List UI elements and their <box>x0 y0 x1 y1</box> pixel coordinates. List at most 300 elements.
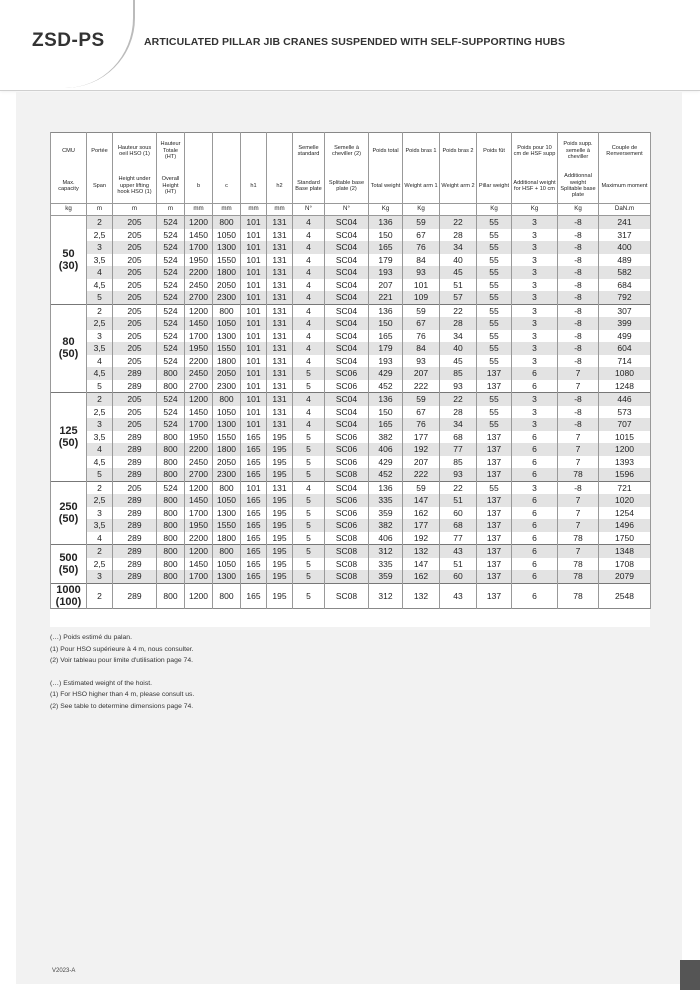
table-cell: 800 <box>157 443 185 456</box>
table-cell: 524 <box>157 279 185 292</box>
table-cell: SC06 <box>325 380 369 393</box>
table-cell: 524 <box>157 355 185 368</box>
table-cell: 131 <box>267 481 293 494</box>
table-cell: 28 <box>440 229 477 242</box>
table-cell: SC06 <box>325 507 369 520</box>
column-header-en: Height under upper lifting hook HSO (1) <box>113 169 157 204</box>
table-cell: -8 <box>558 481 599 494</box>
table-cell: 78 <box>558 583 599 608</box>
table-cell: 5 <box>293 545 325 558</box>
table-cell: 192 <box>403 443 440 456</box>
table-cell: 4 <box>87 266 113 279</box>
table-cell: 359 <box>369 570 403 583</box>
table-cell: 6 <box>512 570 558 583</box>
table-cell: 2450 <box>185 279 213 292</box>
table-cell: SC04 <box>325 216 369 229</box>
table-cell: 2200 <box>185 443 213 456</box>
table-cell: 524 <box>157 254 185 267</box>
table-cell: 1254 <box>599 507 651 520</box>
table-cell: SC04 <box>325 254 369 267</box>
table-cell: 7 <box>558 507 599 520</box>
table-cell: 205 <box>113 216 157 229</box>
table-cell: 4 <box>87 443 113 456</box>
table-row <box>51 468 651 481</box>
table-cell: 45 <box>440 355 477 368</box>
table-row <box>51 558 651 571</box>
table-cell: SC08 <box>325 545 369 558</box>
table-cell: 165 <box>241 494 267 507</box>
unit-cell <box>440 204 477 216</box>
table-cell: 101 <box>241 418 267 431</box>
table-cell: 207 <box>369 279 403 292</box>
table-cell: 241 <box>599 216 651 229</box>
table-cell: 524 <box>157 393 185 406</box>
table-cell: 1050 <box>213 494 241 507</box>
table-cell: 1700 <box>185 570 213 583</box>
table-cell: 800 <box>213 583 241 608</box>
unit-cell: mm <box>241 204 267 216</box>
column-header-fr: Semelle standard <box>293 133 325 170</box>
table-row <box>51 291 651 304</box>
table-cell: 800 <box>157 519 185 532</box>
table-cell: 4 <box>87 532 113 545</box>
table-cell: 137 <box>477 507 512 520</box>
table-cell: -8 <box>558 330 599 343</box>
table-cell: 400 <box>599 241 651 254</box>
table-cell: 55 <box>477 229 512 242</box>
table-cell: 6 <box>512 494 558 507</box>
table-cell: 205 <box>113 317 157 330</box>
table-cell: 800 <box>157 570 185 583</box>
column-header-en: Standard Base plate <box>293 169 325 204</box>
table-cell: 429 <box>369 367 403 380</box>
column-header-fr <box>213 133 241 170</box>
table-cell: SC04 <box>325 393 369 406</box>
table-cell: 205 <box>113 241 157 254</box>
table-cell: 3 <box>512 279 558 292</box>
table-cell: 4 <box>293 393 325 406</box>
table-cell: 195 <box>267 583 293 608</box>
table-cell: 524 <box>157 304 185 317</box>
table-cell: 6 <box>512 456 558 469</box>
table-cell: 55 <box>477 355 512 368</box>
table-row <box>51 583 651 608</box>
unit-cell: mm <box>267 204 293 216</box>
capacity-hoist: (100) <box>55 595 82 608</box>
table-cell: 22 <box>440 481 477 494</box>
column-header-en: Additionnal weight Splitable base plate <box>558 169 599 204</box>
table-cell: 2300 <box>213 380 241 393</box>
table-cell: 101 <box>241 254 267 267</box>
table-cell: -8 <box>558 304 599 317</box>
table-cell: 5 <box>293 431 325 444</box>
table-cell: 1200 <box>185 216 213 229</box>
table-cell: 34 <box>440 241 477 254</box>
table-cell: 4 <box>293 355 325 368</box>
table-cell: 5 <box>87 468 113 481</box>
table-cell: 131 <box>267 342 293 355</box>
table-cell: 1050 <box>213 317 241 330</box>
capacity-cell <box>51 393 87 482</box>
table-cell: 165 <box>241 519 267 532</box>
column-header-en: Max. capacity <box>51 169 87 204</box>
table-cell: 382 <box>369 431 403 444</box>
table-cell: 524 <box>157 317 185 330</box>
table-cell: 22 <box>440 216 477 229</box>
table-cell: 55 <box>477 241 512 254</box>
table-row <box>51 266 651 279</box>
table-cell: 131 <box>267 241 293 254</box>
table-cell: 55 <box>477 291 512 304</box>
table-cell: 165 <box>241 443 267 456</box>
capacity-hoist: (50) <box>58 563 79 576</box>
table-cell: 131 <box>267 304 293 317</box>
table-row <box>51 279 651 292</box>
table-cell: 101 <box>241 330 267 343</box>
table-cell: 1700 <box>185 418 213 431</box>
table-cell: 1200 <box>185 393 213 406</box>
unit-cell: mm <box>185 204 213 216</box>
table-cell: 3 <box>87 418 113 431</box>
table-cell: 2 <box>87 481 113 494</box>
column-header-en: b <box>185 169 213 204</box>
table-cell: 162 <box>403 570 440 583</box>
table-cell: 131 <box>267 330 293 343</box>
table-cell: 2450 <box>185 456 213 469</box>
table-cell: 131 <box>267 317 293 330</box>
table-cell: 205 <box>113 229 157 242</box>
capacity-hoist: (50) <box>58 512 79 525</box>
table-cell: 195 <box>267 443 293 456</box>
table-cell: 289 <box>113 532 157 545</box>
table-cell: 131 <box>267 380 293 393</box>
table-cell: 131 <box>267 291 293 304</box>
column-header-en: Overall Height (HT) <box>157 169 185 204</box>
table-cell: 3,5 <box>87 431 113 444</box>
table-cell: 289 <box>113 545 157 558</box>
table-row <box>51 406 651 419</box>
table-cell: 40 <box>440 254 477 267</box>
table-cell: 150 <box>369 406 403 419</box>
table-cell: 289 <box>113 558 157 571</box>
table-cell: 3 <box>512 266 558 279</box>
table-cell: 800 <box>157 367 185 380</box>
table-cell: 85 <box>440 456 477 469</box>
column-header-fr: Couple de Renversement <box>599 133 651 170</box>
table-cell: 45 <box>440 266 477 279</box>
table-cell: 55 <box>477 481 512 494</box>
table-cell: 7 <box>558 367 599 380</box>
table-cell: 165 <box>241 545 267 558</box>
column-header-en: Weight arm 2 <box>440 169 477 204</box>
table-cell: 1950 <box>185 519 213 532</box>
table-cell: 84 <box>403 254 440 267</box>
table-cell: 137 <box>477 380 512 393</box>
table-cell: 4 <box>293 304 325 317</box>
table-cell: 3 <box>512 393 558 406</box>
table-cell: 1248 <box>599 380 651 393</box>
table-cell: 222 <box>403 380 440 393</box>
table-cell: 137 <box>477 443 512 456</box>
table-cell: 101 <box>403 279 440 292</box>
table-cell: -8 <box>558 266 599 279</box>
table-cell: SC04 <box>325 481 369 494</box>
table-cell: 573 <box>599 406 651 419</box>
table-cell: 205 <box>113 406 157 419</box>
unit-cell: Kg <box>512 204 558 216</box>
table-cell: 68 <box>440 431 477 444</box>
table-cell: SC06 <box>325 494 369 507</box>
table-cell: 132 <box>403 545 440 558</box>
table-cell: SC08 <box>325 468 369 481</box>
table-cell: 524 <box>157 216 185 229</box>
table-cell: 1950 <box>185 342 213 355</box>
table-row <box>51 367 651 380</box>
table-cell: 55 <box>477 317 512 330</box>
table-cell: SC06 <box>325 431 369 444</box>
table-cell: 289 <box>113 380 157 393</box>
table-cell: 6 <box>512 443 558 456</box>
table-cell: 205 <box>113 481 157 494</box>
table-cell: 1393 <box>599 456 651 469</box>
table-cell: 131 <box>267 355 293 368</box>
table-cell: 1200 <box>185 481 213 494</box>
table-cell: 2050 <box>213 279 241 292</box>
table-cell: 205 <box>113 330 157 343</box>
table-cell: 205 <box>113 304 157 317</box>
unit-cell: m <box>87 204 113 216</box>
table-row <box>51 532 651 545</box>
table-cell: 205 <box>113 342 157 355</box>
table-cell: -8 <box>558 342 599 355</box>
table-cell: SC04 <box>325 317 369 330</box>
table-cell: 55 <box>477 418 512 431</box>
corner-mark-bottom <box>680 960 700 990</box>
unit-cell: Kg <box>477 204 512 216</box>
note-fr: (2) Voir tableau pour limite d'utilisation page 74. <box>50 657 193 664</box>
table-cell: 5 <box>293 443 325 456</box>
table-cell: 524 <box>157 229 185 242</box>
table-cell: -8 <box>558 418 599 431</box>
table-cell: 207 <box>403 367 440 380</box>
capacity-value: 80 <box>62 336 75 349</box>
table-cell: 2050 <box>213 367 241 380</box>
table-cell: 195 <box>267 570 293 583</box>
table-cell: 1496 <box>599 519 651 532</box>
table-cell: SC06 <box>325 443 369 456</box>
table-row <box>51 418 651 431</box>
column-header-fr: Poids pour 10 cm de HSF supp <box>512 133 558 170</box>
table-cell: 1020 <box>599 494 651 507</box>
table-cell: 3 <box>512 304 558 317</box>
table-cell: 205 <box>113 355 157 368</box>
table-cell: 2079 <box>599 570 651 583</box>
table-cell: 1200 <box>185 304 213 317</box>
table-cell: 205 <box>113 254 157 267</box>
table-cell: 195 <box>267 507 293 520</box>
table-cell: 147 <box>403 558 440 571</box>
table-cell: 800 <box>157 468 185 481</box>
table-cell: 4 <box>293 330 325 343</box>
table-row <box>51 545 651 558</box>
table-row <box>51 443 651 456</box>
table-cell: 307 <box>599 304 651 317</box>
table-cell: 60 <box>440 570 477 583</box>
table-cell: 289 <box>113 456 157 469</box>
table-cell: 205 <box>113 418 157 431</box>
table-cell: 1450 <box>185 229 213 242</box>
table-cell: 101 <box>241 304 267 317</box>
column-header-en: h1 <box>241 169 267 204</box>
table-cell: 800 <box>213 304 241 317</box>
table-cell: 524 <box>157 481 185 494</box>
column-header-fr: Hauteur sous oeil HSO (1) <box>113 133 157 170</box>
capacity-cell <box>51 545 87 584</box>
table-cell: 165 <box>241 558 267 571</box>
table-cell: 192 <box>403 532 440 545</box>
table-cell: 800 <box>157 431 185 444</box>
table-row <box>51 216 651 229</box>
table-cell: 4,5 <box>87 456 113 469</box>
table-cell: SC04 <box>325 355 369 368</box>
table-cell: 78 <box>558 558 599 571</box>
table-row <box>51 507 651 520</box>
unit-cell: Kg <box>403 204 440 216</box>
product-code: ZSD-PS <box>32 30 105 51</box>
table-cell: 136 <box>369 304 403 317</box>
table-cell: 6 <box>512 380 558 393</box>
table-cell: 101 <box>241 380 267 393</box>
capacity-hoist: (50) <box>58 436 79 449</box>
table-cell: SC08 <box>325 570 369 583</box>
table-cell: 165 <box>369 330 403 343</box>
table-cell: 1550 <box>213 342 241 355</box>
table-cell: SC04 <box>325 266 369 279</box>
note-en: (1) For HSO higher than 4 m, please consult us. <box>50 691 195 698</box>
table-cell: SC04 <box>325 241 369 254</box>
table-cell: 101 <box>241 279 267 292</box>
table-cell: 1450 <box>185 406 213 419</box>
table-cell: 289 <box>113 519 157 532</box>
table-cell: 136 <box>369 393 403 406</box>
table-cell: SC04 <box>325 406 369 419</box>
table-cell: 289 <box>113 507 157 520</box>
table-cell: 800 <box>157 507 185 520</box>
table-cell: 2 <box>87 304 113 317</box>
table-cell: 3,5 <box>87 519 113 532</box>
column-header-fr: Poids total <box>369 133 403 170</box>
column-header-en: Maximum moment <box>599 169 651 204</box>
table-cell: 1050 <box>213 558 241 571</box>
table-cell: 101 <box>241 481 267 494</box>
table-cell: 137 <box>477 545 512 558</box>
table-cell: 2,5 <box>87 406 113 419</box>
table-cell: 3 <box>512 481 558 494</box>
table-cell: 312 <box>369 545 403 558</box>
table-cell: 51 <box>440 279 477 292</box>
capacity-value: 125 <box>59 424 78 437</box>
table-cell: -8 <box>558 355 599 368</box>
column-header-en: h2 <box>267 169 293 204</box>
table-cell: 136 <box>369 216 403 229</box>
table-cell: 165 <box>241 456 267 469</box>
table-cell: 68 <box>440 519 477 532</box>
table-cell: 101 <box>241 317 267 330</box>
table-cell: 1950 <box>185 254 213 267</box>
table-cell: 2 <box>87 393 113 406</box>
table-cell: 7 <box>558 380 599 393</box>
table-cell: -8 <box>558 406 599 419</box>
table-cell: 800 <box>157 532 185 545</box>
table-cell: 1300 <box>213 418 241 431</box>
table-cell: 800 <box>157 558 185 571</box>
capacity-value: 50 <box>62 247 75 260</box>
table-cell: 137 <box>477 532 512 545</box>
table-cell: 55 <box>477 393 512 406</box>
table-cell: 137 <box>477 558 512 571</box>
table-cell: 131 <box>267 266 293 279</box>
table-cell: 193 <box>369 355 403 368</box>
table-row <box>51 494 651 507</box>
table-cell: 3,5 <box>87 342 113 355</box>
table-cell: 51 <box>440 494 477 507</box>
table-cell: 1300 <box>213 330 241 343</box>
column-header-en: Total weight <box>369 169 403 204</box>
table-cell: 195 <box>267 532 293 545</box>
table-cell: 1450 <box>185 558 213 571</box>
table-cell: 4 <box>293 266 325 279</box>
table-cell: 1708 <box>599 558 651 571</box>
table-row <box>51 254 651 267</box>
table-cell: 2200 <box>185 532 213 545</box>
capacity-cell <box>51 481 87 545</box>
table-cell: -8 <box>558 229 599 242</box>
table-cell: 6 <box>512 468 558 481</box>
table-row <box>51 519 651 532</box>
table-cell: 1050 <box>213 229 241 242</box>
unit-cell: m <box>157 204 185 216</box>
table-cell: 195 <box>267 431 293 444</box>
table-cell: 446 <box>599 393 651 406</box>
table-cell: 3 <box>512 291 558 304</box>
table-row <box>51 393 651 406</box>
table-cell: 289 <box>113 494 157 507</box>
table-cell: 707 <box>599 418 651 431</box>
table-cell: 147 <box>403 494 440 507</box>
table-cell: 59 <box>403 393 440 406</box>
table-cell: 59 <box>403 481 440 494</box>
table-cell: 524 <box>157 291 185 304</box>
column-header-en: Weight arm 1 <box>403 169 440 204</box>
table-cell: 3 <box>512 317 558 330</box>
table-cell: 6 <box>512 507 558 520</box>
table-cell: 101 <box>241 216 267 229</box>
table-cell: 57 <box>440 291 477 304</box>
table-cell: -8 <box>558 241 599 254</box>
table-cell: 800 <box>213 216 241 229</box>
column-header-en: Splitable base plate (2) <box>325 169 369 204</box>
table-cell: 131 <box>267 229 293 242</box>
table-cell: 78 <box>558 532 599 545</box>
table-cell: 195 <box>267 494 293 507</box>
table-cell: 221 <box>369 291 403 304</box>
table-cell: 5 <box>293 532 325 545</box>
table-cell: 55 <box>477 406 512 419</box>
table-cell: -8 <box>558 393 599 406</box>
table-cell: 4 <box>293 342 325 355</box>
table-cell: 2450 <box>185 367 213 380</box>
table-cell: 4 <box>293 317 325 330</box>
